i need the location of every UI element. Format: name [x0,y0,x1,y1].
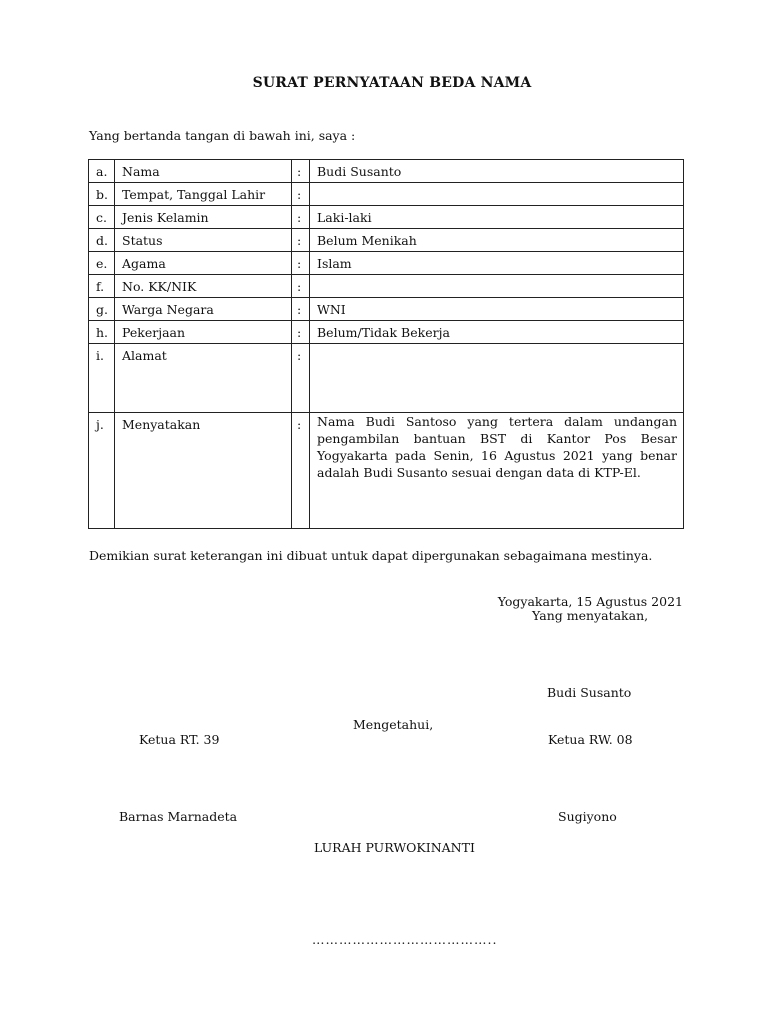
table-row [89,275,684,298]
document-title: SURAT PERNYATAAN BEDA NAMA [252,75,532,91]
row-value: WNI [310,298,684,321]
declarant-role: Yang menyatakan, [532,608,649,623]
lurah-role: LURAH PURWOKINANTI [314,840,475,855]
row-value: Budi Susanto [310,160,684,183]
row-colon: : [292,344,310,413]
row-label: Jenis Kelamin [115,206,292,229]
declaration-line: pengambilan bantuan BST di Kantor Pos Besar [317,431,677,446]
place-date: Yogyakarta, 15 Agustus 2021 [497,594,683,609]
row-letter: j. [89,413,115,529]
identity-table [88,159,684,529]
table-row [89,413,684,529]
row-label: Warga Negara [115,298,292,321]
row-colon: : [292,183,310,206]
row-letter: b. [89,183,115,206]
row-value [310,183,684,206]
rt-role: Ketua RT. 39 [139,732,220,747]
table-row [89,344,684,413]
row-value: Islam [310,252,684,275]
table-row [89,321,684,344]
row-colon: : [292,321,310,344]
row-label: Tempat, Tanggal Lahir [115,183,292,206]
declaration-text [310,413,684,529]
table-row [89,298,684,321]
row-letter: i. [89,344,115,413]
signature-line: ………………………………….. [312,932,498,947]
closing-text: Demikian surat keterangan ini dibuat untuk dapat dipergunakan sebagaimana mestinya. [89,548,653,563]
table-row [89,206,684,229]
rt-name: Barnas Marnadeta [119,809,238,824]
row-colon: : [292,413,310,529]
row-letter: h. [89,321,115,344]
table-row [89,229,684,252]
row-value: Laki-laki [310,206,684,229]
row-letter: e. [89,252,115,275]
row-value: Belum Menikah [310,229,684,252]
declaration-line: Nama Budi Santoso yang tertera dalam undangan [317,414,677,429]
row-value [310,344,684,413]
row-letter: c. [89,206,115,229]
row-colon: : [292,229,310,252]
intro-text: Yang bertanda tangan di bawah ini, saya : [89,128,356,143]
row-label: Pekerjaan [115,321,292,344]
declaration-line: adalah Budi Susanto sesuai dengan data di KTP-El. [317,465,641,480]
row-label: Agama [115,252,292,275]
row-colon: : [292,298,310,321]
row-letter: g. [89,298,115,321]
declarant-name: Budi Susanto [547,685,632,700]
row-colon: : [292,275,310,298]
row-value [310,275,684,298]
row-letter: f. [89,275,115,298]
row-label: Status [115,229,292,252]
rw-role: Ketua RW. 08 [548,732,633,747]
row-colon: : [292,206,310,229]
row-label: No. KK/NIK [115,275,292,298]
table-row [89,183,684,206]
rw-name: Sugiyono [558,809,617,824]
row-label: Menyatakan [115,413,292,529]
row-colon: : [292,160,310,183]
declaration-line: Yogyakarta pada Senin, 16 Agustus 2021 yang benar [317,448,677,463]
table-row [89,160,684,183]
row-letter: a. [89,160,115,183]
row-letter: d. [89,229,115,252]
row-colon: : [292,252,310,275]
row-label: Alamat [115,344,292,413]
row-label: Nama [115,160,292,183]
row-value: Belum/Tidak Bekerja [310,321,684,344]
table-row [89,252,684,275]
acknowledged-label: Mengetahui, [353,717,434,732]
